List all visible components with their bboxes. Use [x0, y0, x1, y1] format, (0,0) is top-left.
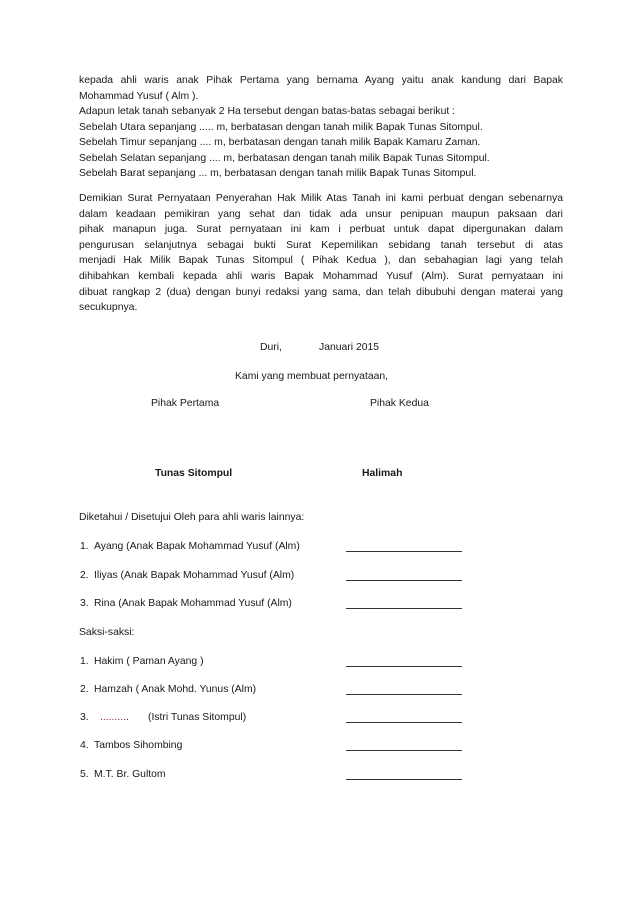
item-text: Rina (Anak Bapak Mohammad Yusuf (Alm)	[94, 598, 292, 609]
heir-item	[80, 569, 294, 583]
signature-line	[346, 608, 462, 609]
item-text: Hakim ( Paman Ayang )	[94, 656, 204, 667]
item-number: 1.	[80, 656, 89, 667]
paragraph-line: dibuat rangkap 2 (dua) dengan bunyi redaksi yang sama, dan telah dibubuhi dengan materai yang	[79, 286, 563, 298]
paragraph-line: Demikian Surat Pernyataan Penyerahan Hak Milik Atas Tanah ini kami perbuat dengan sebenarnya	[79, 193, 563, 204]
item-text: Ayang (Anak Bapak Mohammad Yusuf (Alm)	[94, 541, 300, 552]
boundary-north: Sebelah Utara sepanjang ..... m, berbatasan dengan tanah milik Bapak Tunas Sitompul.	[79, 121, 483, 133]
signature-line	[346, 750, 462, 751]
paragraph-line: dihibahkan kembali kepada ahli waris Bapak Mohammad Yusuf (Alm). Surat pernyataan ini	[79, 270, 563, 282]
paragraph-line: secukupnya.	[79, 302, 138, 314]
item-number: 3.	[80, 598, 89, 609]
acknowledged-heading: Diketahui / Disetujui Oleh para ahli waris lainnya:	[79, 512, 305, 523]
witness-item	[80, 711, 246, 725]
paragraph-line: pihak manapun juga. Surat pernyataan ini kam i perbuat untuk dapat dipergunakan dalam	[79, 224, 563, 236]
witness-item	[80, 683, 256, 697]
witness-item	[80, 739, 182, 753]
item-text: Tambos Sihombing	[94, 740, 183, 751]
boundaries-intro: Adapun letak tanah sebanyak 2 Ha tersebut dengan batas-batas sebagai berikut :	[79, 106, 456, 117]
boundary-west: Sebelah Barat sepanjang ... m, berbatasan dengan tanah milik Bapak Tunas Sitompul.	[79, 168, 477, 180]
closing-paragraph	[79, 191, 563, 316]
second-party-name: Halimah	[362, 468, 403, 479]
signature-line	[346, 580, 462, 581]
boundary-south: Sebelah Selatan sepanjang .... m, berbatasan dengan tanah milik Bapak Tunas Sitompul.	[79, 152, 490, 164]
boundaries-block	[79, 104, 563, 182]
paragraph-line: menjadi Hak Milik Bapak Tunas Sitompul ( Pihak Kedua ), dan sebahagian lagi yang telah	[79, 255, 563, 267]
item-number: 2.	[80, 684, 89, 695]
boundary-east: Sebelah Timur sepanjang .... m, berbatasan dengan tanah milik Bapak Kamaru Zaman.	[79, 137, 481, 149]
heir-item	[80, 597, 292, 611]
signature-line	[346, 694, 462, 695]
date-text: Januari 2015	[319, 342, 380, 353]
signature-line	[346, 666, 462, 667]
item-text: Hamzah ( Anak Mohd. Yunus (Alm)	[94, 684, 257, 695]
item-number: 2.	[80, 570, 89, 581]
signature-line	[346, 551, 462, 552]
heir-item	[80, 540, 300, 554]
signature-line	[346, 779, 462, 780]
statement-by: Kami yang membuat pernyataan,	[235, 371, 389, 382]
item-text: (Istri Tunas Sitompul)	[148, 712, 247, 723]
witness-item	[80, 768, 166, 782]
blank-name-dots: ..........	[100, 712, 129, 723]
second-party-label: Pihak Kedua	[370, 398, 429, 409]
first-party-label: Pihak Pertama	[151, 398, 220, 409]
item-text: Iliyas (Anak Bapak Mohammad Yusuf (Alm)	[94, 570, 295, 581]
paragraph-line: Mohammad Yusuf ( Alm ).	[79, 90, 199, 102]
paragraph-line: pengurusan selanjutnya sebagai bukti Surat Kepemilikan sebidang tanah tersebut di atas	[79, 239, 563, 251]
heirs-paragraph	[79, 73, 563, 104]
item-text: M.T. Br. Gultom	[94, 769, 166, 780]
item-number: 4.	[80, 740, 89, 751]
first-party-name: Tunas Sitompul	[155, 468, 233, 479]
item-number: 5.	[80, 769, 89, 780]
witnesses-heading: Saksi-saksi:	[79, 627, 135, 638]
paragraph-line: kepada ahli waris anak Pihak Pertama yang bernama Ayang yaitu anak kandung dari Bapak	[79, 75, 563, 86]
signature-line	[346, 722, 462, 723]
item-number: 3.	[80, 712, 89, 723]
witness-item	[80, 655, 204, 669]
item-number: 1.	[80, 541, 89, 552]
place-text: Duri,	[260, 342, 282, 353]
paragraph-line: dalam keadaan pemikiran yang sehat dan tidak ada unsur penipuan maupun paksaan dari	[79, 208, 563, 220]
